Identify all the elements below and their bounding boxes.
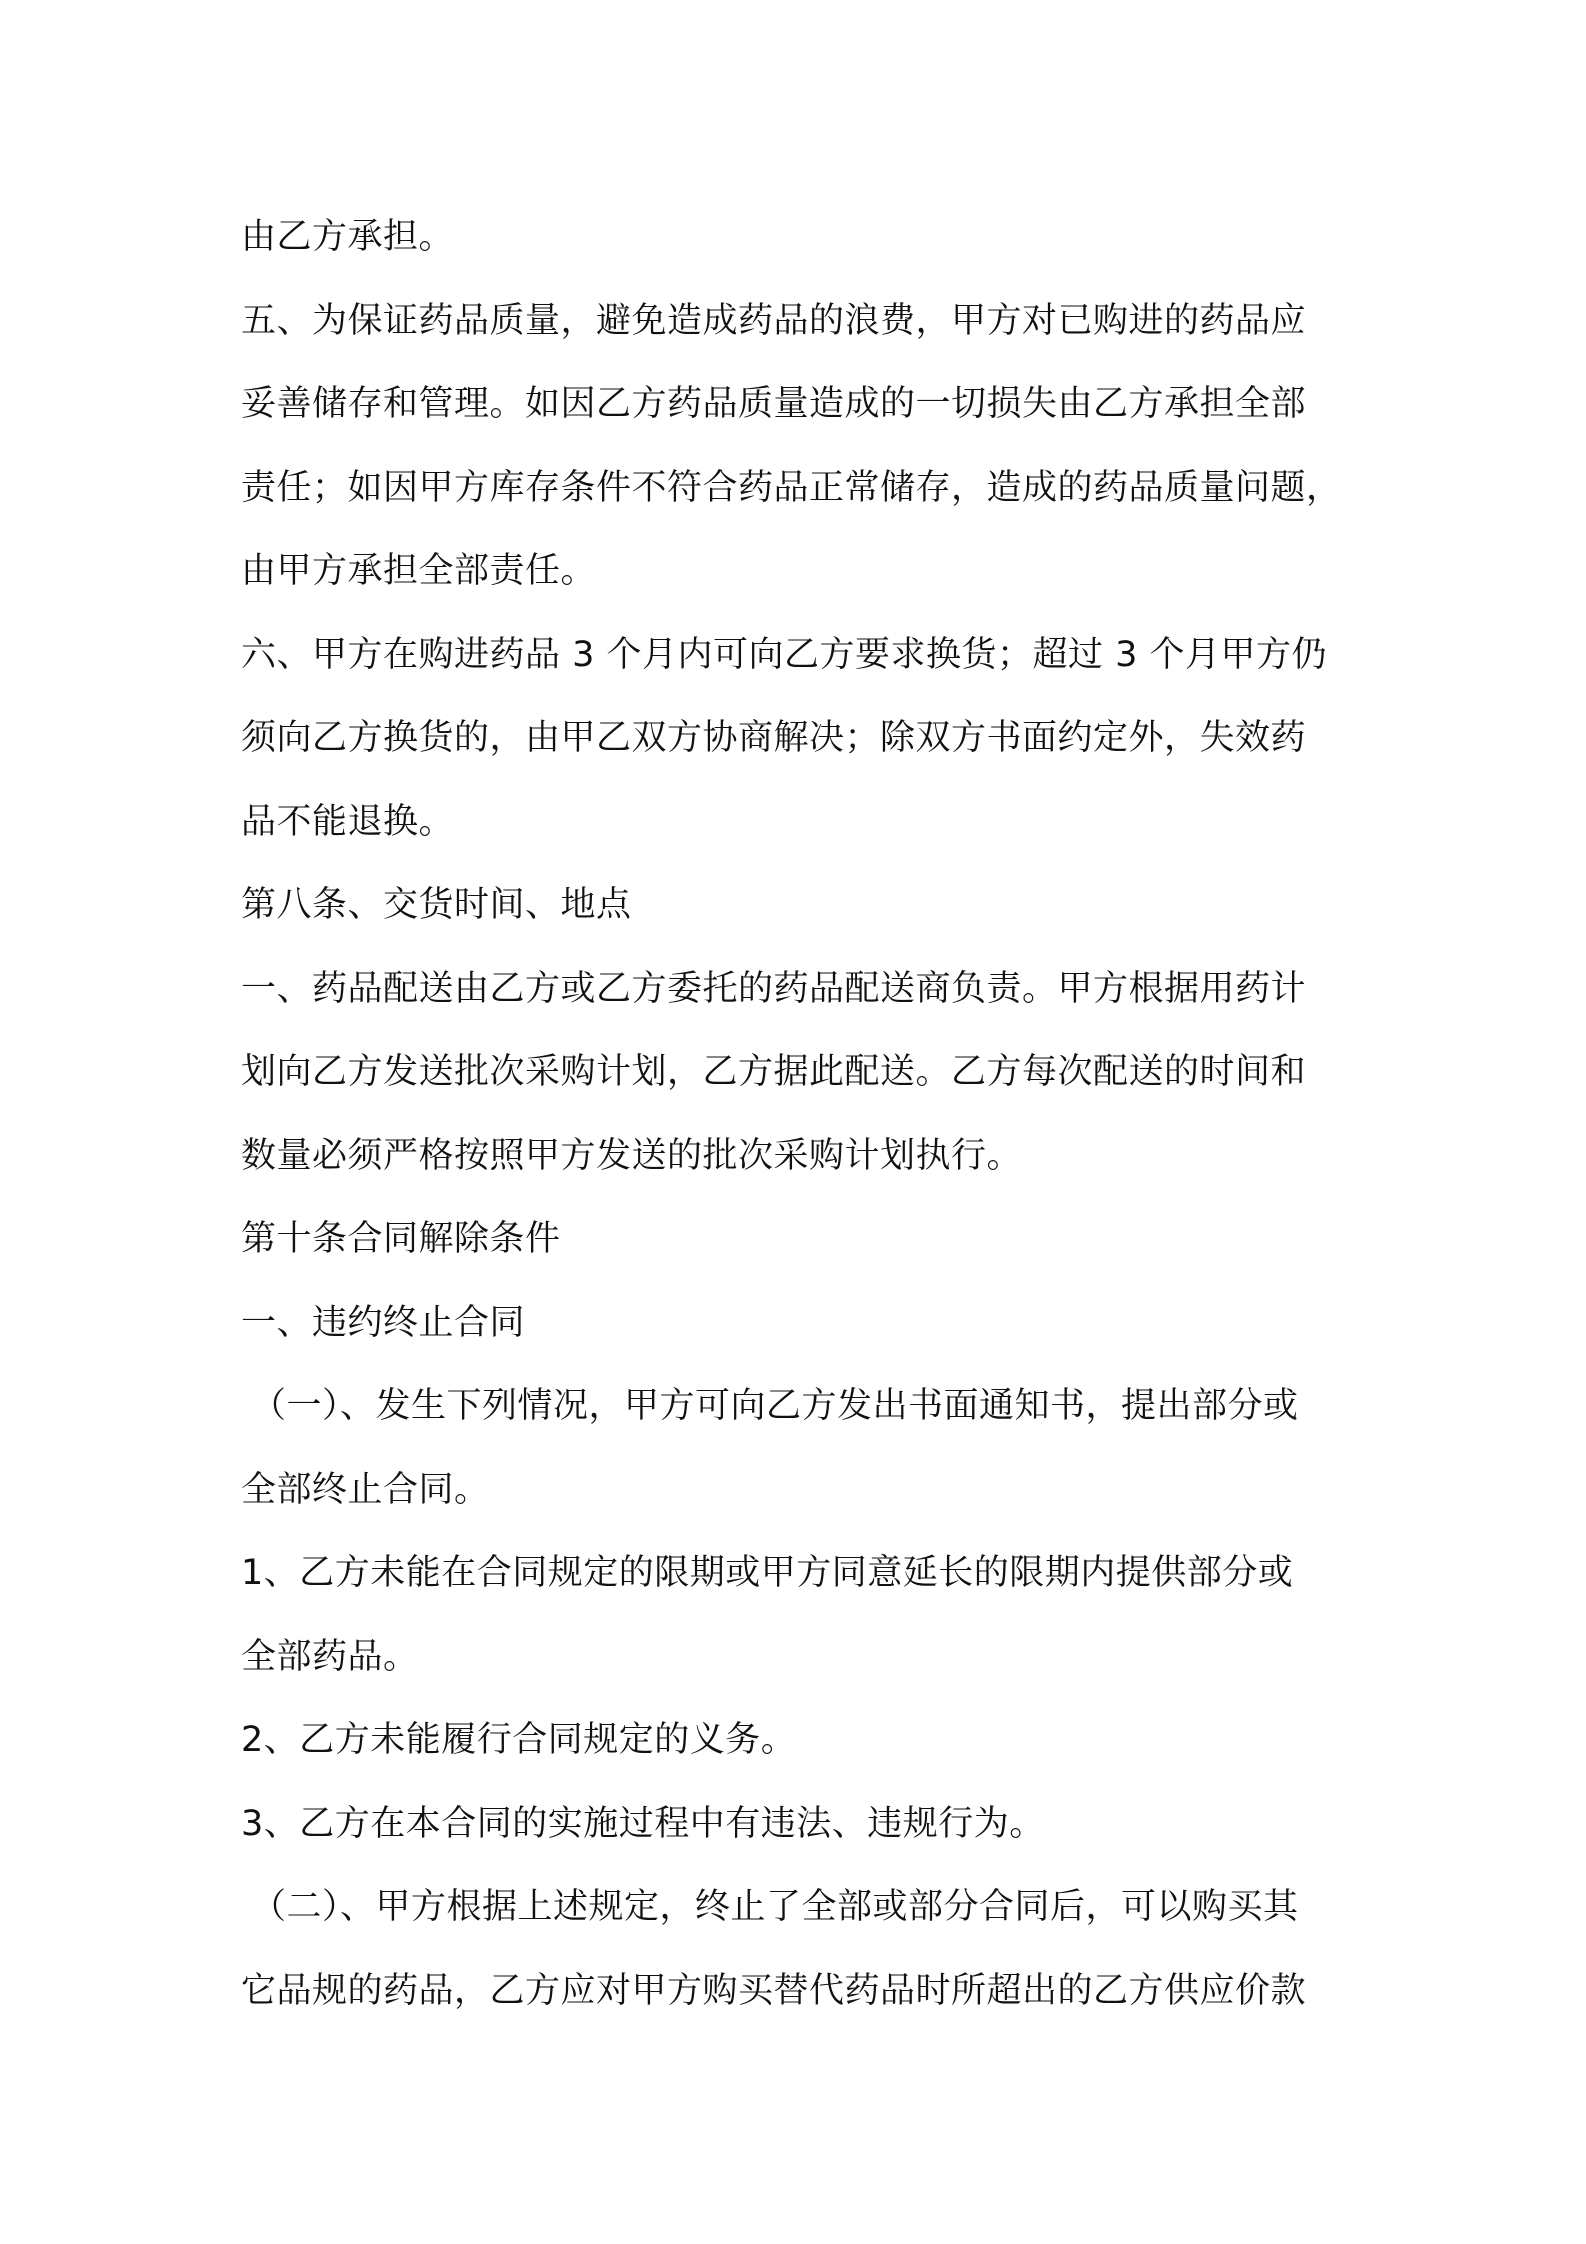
text-line: 划向乙方发送批次采购计划，乙方据此配送。乙方每次配送的时间和 bbox=[241, 1052, 1307, 1092]
text-line: 2、乙方未能履行合同规定的义务。 bbox=[241, 1720, 797, 1760]
document-body bbox=[241, 196, 1361, 2033]
text-line: 由甲方承担全部责任。 bbox=[241, 551, 597, 591]
text-line: 全部药品。 bbox=[241, 1636, 419, 1677]
section-heading: 第八条、交货时间、地点 bbox=[241, 885, 632, 925]
text-line: 五、为保证药品质量，避免造成药品的浪费，甲方对已购进的药品应 bbox=[241, 300, 1307, 341]
text-line: （一）、发生下列情况，甲方可向乙方发出书面通知书，提出部分或 bbox=[251, 1386, 1299, 1426]
text-line: 它品规的药品，乙方应对甲方购买替代药品时所超出的乙方供应价款 bbox=[241, 1970, 1307, 2011]
text-line: （二）、甲方根据上述规定，终止了全部或部分合同后，可以购买其 bbox=[251, 1887, 1299, 1927]
text-line: 1、乙方未能在合同规定的限期或甲方同意延长的限期内提供部分或 bbox=[241, 1553, 1294, 1593]
text-line: 须向乙方换货的，由甲乙双方协商解决；除双方书面约定外，失效药 bbox=[241, 718, 1307, 758]
text-line: 全部终止合同。 bbox=[241, 1469, 490, 1510]
text-line: 六、甲方在购进药品 3 个月内可向乙方要求换货；超过 3 个月甲方仍 bbox=[241, 634, 1328, 675]
text-line: 品不能退换。 bbox=[241, 801, 455, 842]
text-line: 责任；如因甲方库存条件不符合药品正常储存，造成的药品质量问题， bbox=[241, 467, 1342, 508]
section-heading: 第十条合同解除条件 bbox=[241, 1219, 561, 1259]
text-line: 一、药品配送由乙方或乙方委托的药品配送商负责。甲方根据用药计 bbox=[241, 968, 1307, 1009]
text-line: 由乙方承担。 bbox=[241, 217, 455, 257]
text-line: 妥善储存和管理。如因乙方药品质量造成的一切损失由乙方承担全部 bbox=[241, 384, 1307, 424]
text-line: 一、违约终止合同 bbox=[241, 1302, 526, 1343]
text-line: 数量必须严格按照甲方发送的批次采购计划执行。 bbox=[241, 1135, 1023, 1176]
text-line: 3、乙方在本合同的实施过程中有违法、违规行为。 bbox=[241, 1803, 1045, 1844]
